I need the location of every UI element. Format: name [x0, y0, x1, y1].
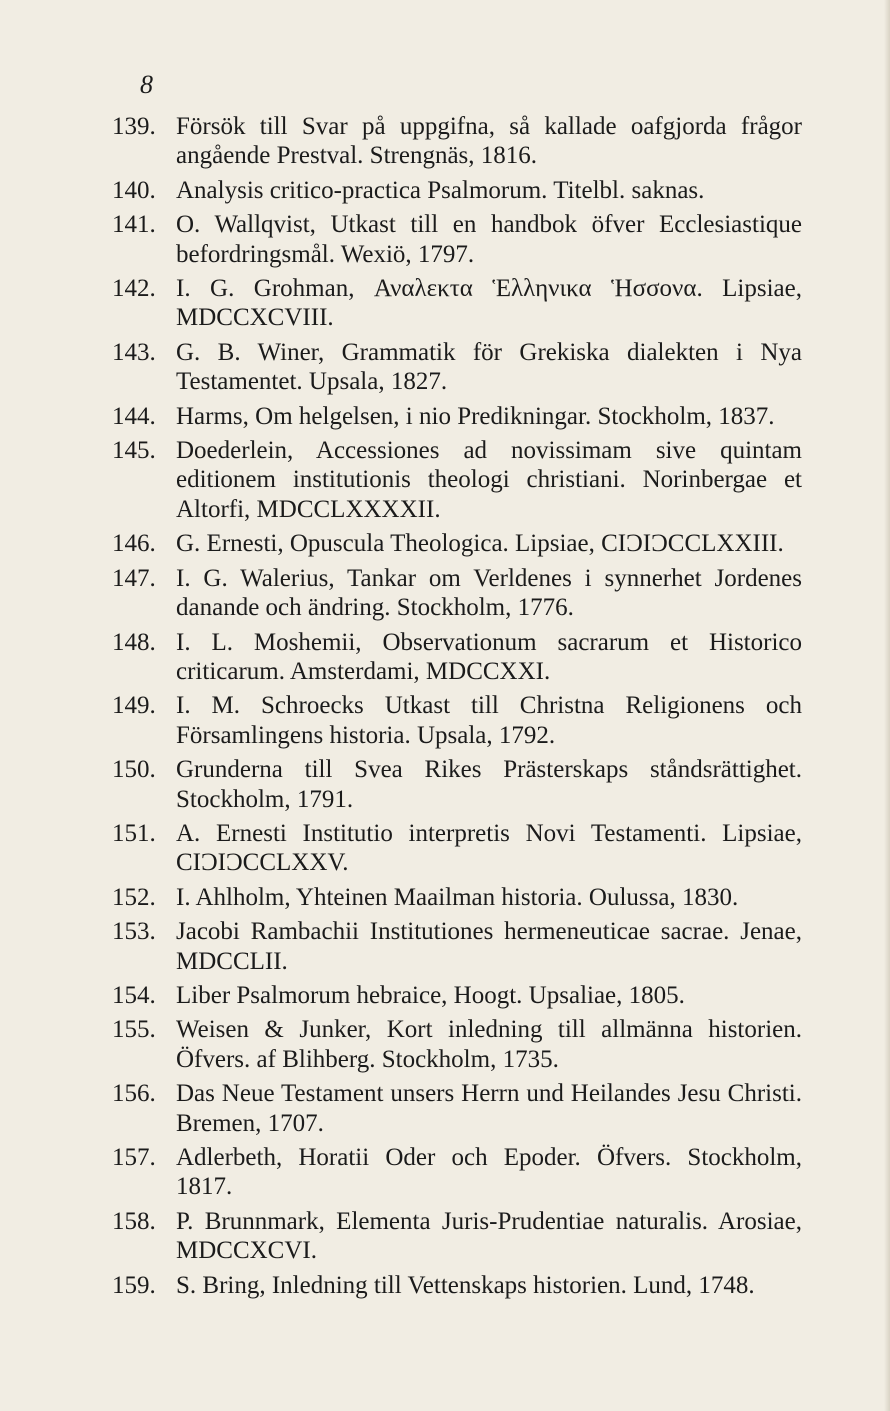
entry-text: S. Bring, Inledning till Vettenskaps historien. Lund, 1748. [176, 1271, 755, 1299]
entry-text: Harms, Om helgelsen, i nio Predikningar. Stockholm, 1837. [176, 402, 775, 430]
list-item [112, 819, 802, 878]
entry-number: 140. [112, 176, 156, 204]
list-item [112, 628, 802, 687]
entry-number: 141. [112, 211, 156, 239]
entry-number: 147. [112, 564, 156, 592]
entry-text: Grunderna till Svea Rikes Prästerskaps ståndsrättighet. Stockholm, 1791. [176, 756, 802, 813]
list-item [112, 1143, 802, 1202]
entry-number: 157. [112, 1144, 156, 1171]
entry-text: Analysis critico-practica Psalmorum. Titelbl. saknas. [176, 176, 705, 204]
entry-text: I. G. Walerius, Tankar om Verldenes i synnerhet Jordenes danande och ändring. Stockholm, 1776. [176, 564, 802, 622]
entry-number: 155. [112, 1016, 156, 1044]
list-item [112, 1079, 802, 1138]
entry-text: I. G. Grohman, Αναλεκτα Ἑλληνικα Ἡσσονα. Lipsiae, MDCCXCVIII. [176, 275, 802, 332]
entry-number: 143. [112, 338, 156, 366]
list-item [112, 691, 802, 750]
bibliography-list [112, 112, 802, 1305]
list-item [112, 274, 802, 333]
entry-number: 156. [112, 1080, 156, 1108]
list-item [112, 755, 802, 814]
entry-number: 153. [112, 918, 156, 946]
list-item [112, 112, 802, 171]
entry-text: O. Wallqvist, Utkast till en handbok öfver Ecclesiastique befordringsmål. Wexiö, 1797. [176, 211, 802, 268]
entry-number: 149. [112, 692, 156, 720]
entry-text: A. Ernesti Institutio interpretis Novi Testamenti. Lipsiae, CIƆIƆCCLXXV. [176, 819, 802, 877]
entry-number: 154. [112, 981, 156, 1009]
entry-number: 150. [112, 756, 156, 784]
entry-text: G. B. Winer, Grammatik för Grekiska dialekten i Nya Testamentet. Upsala, 1827. [176, 338, 802, 396]
list-item [112, 402, 802, 431]
list-item [112, 564, 802, 623]
list-item [112, 1207, 802, 1266]
entry-text: I. M. Schroecks Utkast till Christna Religionens och Församlingens historia. Upsala, 1792. [176, 692, 802, 749]
entry-number: 142. [112, 275, 156, 303]
entry-text: I. L. Moshemii, Observationum sacrarum et Historico criticarum. Amsterdami, MDCCXXI. [176, 628, 802, 685]
list-item [112, 338, 802, 397]
list-item [112, 917, 802, 976]
entry-text: Liber Psalmorum hebraice, Hoogt. Upsaliae, 1805. [176, 981, 685, 1009]
entry-text: Das Neue Testament unsers Herrn und Heilandes Jesu Christi. Bremen, 1707. [176, 1080, 802, 1137]
entry-number: 159. [112, 1271, 156, 1299]
entry-text: P. Brunnmark, Elementa Juris-Prudentiae naturalis. Arosiae, MDCCXCVI. [176, 1207, 802, 1265]
page-number: 8 [140, 70, 153, 99]
list-item [112, 883, 802, 912]
entry-text: Försök till Svar på uppgifna, så kallade oafgjorda frågor angående Prestval. Strengnäs, 1816. [176, 113, 802, 170]
entry-text: G. Ernesti, Opuscula Theologica. Lipsiae, CIƆIƆCCLXXIII. [176, 530, 784, 558]
entry-number: 148. [112, 628, 156, 656]
entry-text: Doederlein, Accessiones ad novissimam sive quintam editionem institutionis theologi christiani. Norinbergae et Altorfi, MDCCLXXXXII. [176, 437, 802, 523]
entry-text: I. Ahlholm, Yhteinen Maailman historia. Oulussa, 1830. [176, 883, 739, 911]
entry-number: 158. [112, 1207, 156, 1235]
entry-number: 139. [112, 113, 156, 140]
list-item [112, 436, 802, 524]
list-item [112, 1271, 802, 1300]
list-item [112, 981, 802, 1010]
page-edge [884, 0, 890, 1411]
entry-text: Weisen & Junker, Kort inledning till allmänna historien. Öfvers. af Blihberg. Stockholm, 1735. [176, 1016, 802, 1073]
entry-text: Jacobi Rambachii Institutiones hermeneuticae sacrae. Jenae, MDCCLII. [176, 918, 802, 975]
entry-text: Adlerbeth, Horatii Oder och Epoder. Öfvers. Stockholm, 1817. [176, 1144, 802, 1201]
list-item [112, 529, 802, 558]
list-item [112, 1015, 802, 1074]
entry-number: 151. [112, 819, 156, 847]
entry-number: 146. [112, 530, 156, 558]
entry-number: 144. [112, 402, 156, 430]
list-item [112, 176, 802, 205]
entry-number: 145. [112, 437, 156, 465]
list-item [112, 210, 802, 269]
entry-number: 152. [112, 883, 156, 911]
